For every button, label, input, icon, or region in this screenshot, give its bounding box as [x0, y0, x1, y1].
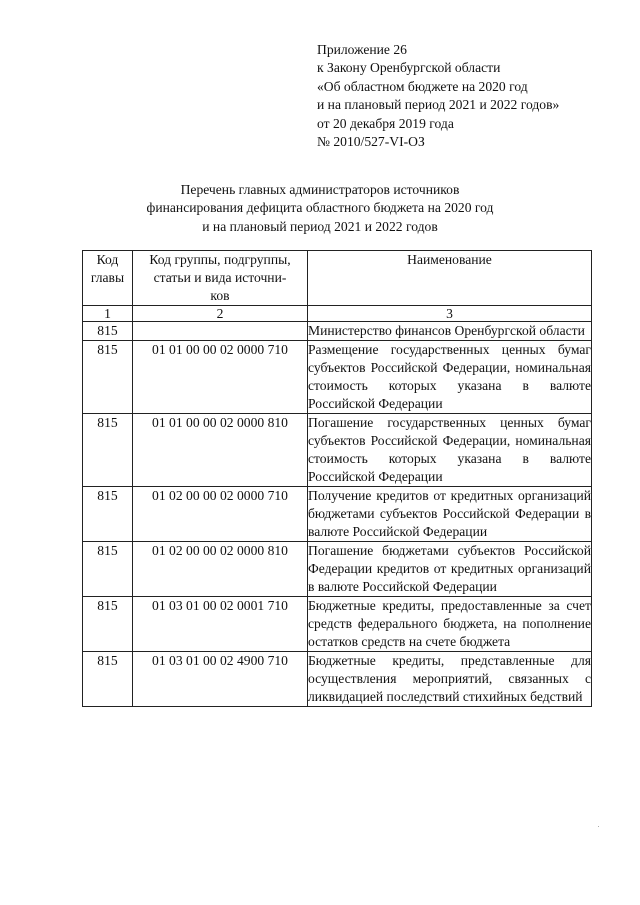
- row-name: Бюджетные кредиты, предоставленные за счет средств федерального бюджета, на пополнение остатков средств на счете бюджета: [308, 597, 592, 652]
- scan-speck: [598, 826, 599, 827]
- row-code: 815: [83, 652, 133, 707]
- row-name: Получение кредитов от кредитных организаций бюджетами субъектов Российской Федерации в валюте Российской Федерации: [308, 487, 592, 542]
- row-name: Погашение государственных ценных бумаг субъектов Российской Федерации, номинальная стоимость которых указана в валюте Российской Федерации: [308, 414, 592, 487]
- row-group: 01 02 00 00 02 0000 710: [133, 487, 308, 542]
- table-row: [83, 487, 592, 542]
- table-row: [83, 652, 592, 707]
- appendix-line: и на плановый период 2021 и 2022 годов»: [317, 97, 560, 113]
- header-code-line: Код: [96, 252, 119, 267]
- row-code: 815: [83, 597, 133, 652]
- row-name: Бюджетные кредиты, представленные для осуществления мероприятий, связанных с ликвидацией последствий стихийных бедствий: [308, 652, 592, 707]
- header-group-line: Код группы, подгруппы,: [149, 252, 291, 267]
- row-group: 01 02 00 00 02 0000 810: [133, 542, 308, 597]
- header-row: [83, 251, 592, 306]
- appendix-block: [317, 41, 559, 151]
- table-row: [83, 542, 592, 597]
- row-code: 815: [83, 322, 133, 341]
- title-line: и на плановый период 2021 и 2022 годов: [202, 218, 438, 234]
- row-name: Министерство финансов Оренбургской области: [308, 322, 592, 341]
- header-code: [83, 251, 133, 306]
- administrators-table: [82, 250, 592, 707]
- row-code: 815: [83, 487, 133, 542]
- column-number: 2: [133, 306, 308, 322]
- row-code: 815: [83, 414, 133, 487]
- header-group-line: ков: [210, 288, 230, 303]
- row-name: Погашение бюджетами субъектов Российской Федерации кредитов от кредитных организаций в валюте Российской Федерации: [308, 542, 592, 597]
- row-group: [133, 322, 308, 341]
- appendix-line: к Закону Оренбургской области: [317, 60, 501, 76]
- column-number: 1: [83, 306, 133, 322]
- document-title: [0, 181, 640, 236]
- appendix-line: Приложение 26: [317, 42, 407, 57]
- table-row: [83, 414, 592, 487]
- header-group: [133, 251, 308, 306]
- row-group: 01 03 01 00 02 4900 710: [133, 652, 308, 707]
- title-line: Перечень главных администраторов источников: [180, 182, 460, 197]
- row-code: 815: [83, 341, 133, 414]
- row-group: 01 03 01 00 02 0001 710: [133, 597, 308, 652]
- header-name: Наименование: [308, 251, 592, 306]
- table-row: [83, 341, 592, 414]
- row-name: Размещение государственных ценных бумаг субъектов Российской Федерации, номинальная стоимость которых указана в валюте Российской Федерации: [308, 341, 592, 414]
- table-row: [83, 322, 592, 341]
- appendix-line: № 2010/527-VI-ОЗ: [317, 134, 425, 150]
- column-number: 3: [308, 306, 592, 322]
- table-row: [83, 597, 592, 652]
- row-group: 01 01 00 00 02 0000 710: [133, 341, 308, 414]
- title-line: финансирования дефицита областного бюджета на 2020 год: [146, 200, 494, 216]
- row-group: 01 01 00 00 02 0000 810: [133, 414, 308, 487]
- row-code: 815: [83, 542, 133, 597]
- header-group-line: статьи и вида источни-: [153, 270, 287, 285]
- appendix-line: «Об областном бюджете на 2020 год: [317, 78, 528, 94]
- header-code-line: главы: [90, 270, 125, 285]
- appendix-line: от 20 декабря 2019 года: [317, 115, 454, 131]
- column-number-row: [83, 306, 592, 322]
